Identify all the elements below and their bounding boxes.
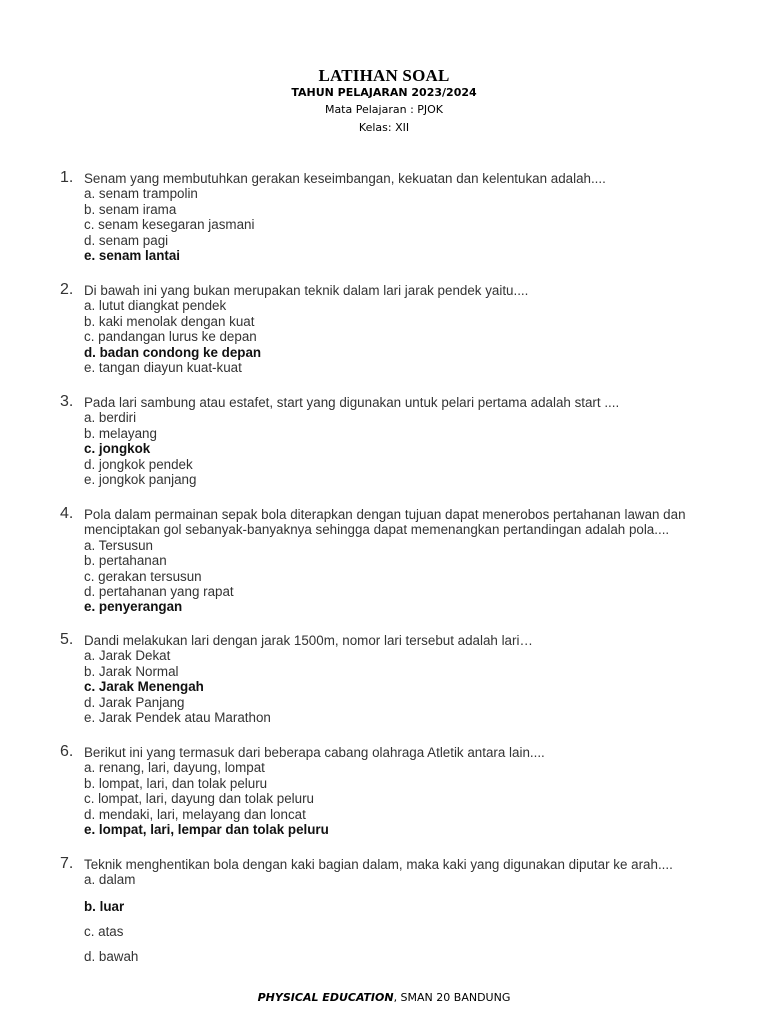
question-1 xyxy=(0,169,768,281)
school-year: TAHUN PELAJARAN 2023/2024 xyxy=(291,86,477,99)
option-a: a. Tersusun xyxy=(84,537,153,553)
question-number: 4. xyxy=(60,505,74,522)
page-footer xyxy=(0,991,768,1004)
option-b: b. melayang xyxy=(84,425,157,441)
option-d: d. Jarak Panjang xyxy=(84,694,185,710)
question-5 xyxy=(0,631,768,743)
option-b: b. Jarak Normal xyxy=(84,663,179,679)
option-a: a. lutut diangkat pendek xyxy=(84,298,227,314)
option-b: b. kaki menolak dengan kuat xyxy=(84,313,255,329)
option-d: d. jongkok pendek xyxy=(84,456,193,472)
option-list xyxy=(84,186,768,263)
question-number: 6. xyxy=(60,743,74,760)
question-text: Dandi melakukan lari dengan jarak 1500m, nomor lari tersebut adalah lari… xyxy=(84,633,533,648)
option-e: e. tangan diayun kuat-kuat xyxy=(84,360,242,376)
footer-school: , SMAN 20 BANDUNG xyxy=(393,991,511,1004)
option-list xyxy=(84,648,768,725)
option-b: b. pertahanan xyxy=(84,553,167,569)
page-title: LATIHAN SOAL xyxy=(318,66,450,85)
question-2 xyxy=(0,281,768,393)
option-e: e. Jarak Pendek atau Marathon xyxy=(84,710,271,726)
option-e-answer: e. senam lantai xyxy=(84,248,181,264)
question-6 xyxy=(0,743,768,855)
question-number: 5. xyxy=(60,631,74,648)
document-header xyxy=(0,66,768,137)
option-list xyxy=(84,410,768,487)
question-number: 1. xyxy=(60,169,74,186)
option-e-answer: e. penyerangan xyxy=(84,599,183,615)
option-a: a. senam trampolin xyxy=(84,186,198,202)
question-number: 3. xyxy=(60,393,74,410)
question-4 xyxy=(0,505,768,631)
footer-subject: PHYSICAL EDUCATION xyxy=(257,991,394,1004)
option-a: a. berdiri xyxy=(84,410,137,426)
option-a: a. renang, lari, dayung, lompat xyxy=(84,760,265,776)
option-b: b. senam irama xyxy=(84,201,177,217)
question-text: Pola dalam permainan sepak bola diterapkan dengan tujuan dapat menerobos pertahanan lawan dan menciptakan gol sebanyak-banyaknya sehingga dapat memenangkan pertandingan adalah pola.... xyxy=(84,507,686,538)
question-7 xyxy=(0,855,768,969)
subject-label: Mata Pelajaran : PJOK xyxy=(324,103,444,116)
question-text: Berikut ini yang termasuk dari beberapa cabang olahraga Atletik antara lain.... xyxy=(84,745,545,760)
option-list xyxy=(84,538,768,615)
question-text: Teknik menghentikan bola dengan kaki bagian dalam, maka kaki yang digunakan diputar ke arah.... xyxy=(84,857,673,872)
option-c: c. lompat, lari, dayung dan tolak peluru xyxy=(84,791,315,807)
option-c: c. atas xyxy=(84,923,124,939)
option-e-answer: e. lompat, lari, lempar dan tolak peluru xyxy=(84,822,329,838)
class-label: Kelas: XII xyxy=(358,121,410,134)
option-list xyxy=(84,298,768,375)
option-c-answer: c. jongkok xyxy=(84,441,151,457)
option-d: d. bawah xyxy=(84,948,139,964)
option-c: c. senam kesegaran jasmani xyxy=(84,217,255,233)
option-d-answer: d. badan condong ke depan xyxy=(84,344,262,360)
option-list xyxy=(84,760,768,837)
question-text: Pada lari sambung atau estafet, start yang digunakan untuk pelari pertama adalah start .... xyxy=(84,395,620,410)
option-a: a. dalam xyxy=(84,872,136,888)
option-d: d. mendaki, lari, melayang dan loncat xyxy=(84,806,306,822)
option-c: c. pandangan lurus ke depan xyxy=(84,329,257,345)
question-number: 2. xyxy=(60,281,74,298)
option-c-answer: c. Jarak Menengah xyxy=(84,679,204,695)
question-list xyxy=(0,169,768,969)
option-d: d. senam pagi xyxy=(84,232,169,248)
question-number: 7. xyxy=(60,855,74,872)
option-e: e. jongkok panjang xyxy=(84,472,197,488)
option-b: b. lompat, lari, dan tolak peluru xyxy=(84,775,268,791)
question-text: Senam yang membutuhkan gerakan keseimbangan, kekuatan dan kelentukan adalah.... xyxy=(84,171,606,186)
option-b-answer: b. luar xyxy=(84,898,125,914)
option-c: c. gerakan tersusun xyxy=(84,568,202,584)
option-d: d. pertahanan yang rapat xyxy=(84,584,234,600)
option-a: a. Jarak Dekat xyxy=(84,648,171,664)
question-3 xyxy=(0,393,768,505)
option-list xyxy=(84,872,768,968)
question-text: Di bawah ini yang bukan merupakan teknik dalam lari jarak pendek yaitu.... xyxy=(84,283,529,298)
